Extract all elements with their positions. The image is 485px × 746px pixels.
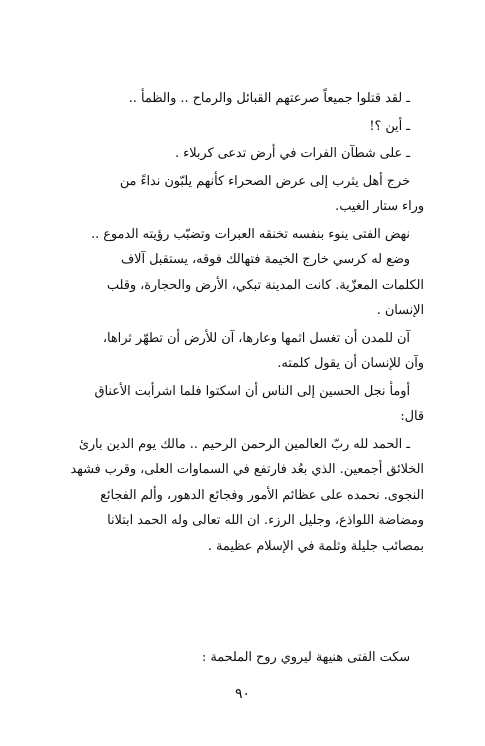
closing-line: سكت الفتى هنيهة ليروي روح الملحمة :	[201, 650, 410, 665]
text-line: وراء ستار الغيب.	[335, 199, 424, 214]
text-line: قال:	[400, 409, 424, 424]
paragraph-8	[62, 432, 424, 560]
text-line: آن للمدن أن تغسل اثمها وعارها، آن للأرض أن تطهّر ثراها،	[102, 330, 410, 346]
paragraph-1	[62, 86, 424, 112]
text-line: ـ أين ؟!	[369, 118, 410, 134]
text-line: الكلمات المعزّية. كانت المدينة تبكي، الأرض والحجارة، وقلب	[106, 277, 424, 293]
paragraph-3	[62, 141, 424, 167]
paragraph-6	[62, 326, 424, 377]
text-line: الخلائق أجمعين. الذي بعُد فارتفع في السماوات العلى، وقرب فشهد	[70, 462, 424, 477]
paragraph-7	[62, 379, 424, 430]
text-line: خرج أهل يثرب إلى عرض الصحراء كأنهم يلبّون نداءً من	[119, 173, 410, 189]
text-line: الإنسان .	[376, 303, 424, 318]
text-line: وضع له كرسي خارج الخيمة فتهالك فوقه، يستقبل آلاف	[120, 252, 410, 267]
text-line: ـ على شطآن الفرات في أرض تدعى كربلاء .	[175, 146, 410, 161]
text-line: ـ الحمد لله ربّ العالمين الرحمن الرحيم .. مالك يوم الدين بارئ	[78, 436, 410, 452]
body-text	[62, 86, 424, 559]
page-number: ٩٠	[234, 686, 251, 702]
paragraph-4	[62, 169, 424, 220]
text-line: ـ لقد قتلوا جميعاً صرعتهم القبائل والرماح .. والظمأ ..	[128, 91, 410, 106]
text-line: بمصائب جليلة وثلمة في الإسلام عظيمة .	[207, 538, 424, 554]
paragraph-5	[62, 222, 424, 324]
paragraph-2	[62, 114, 424, 140]
text-line: وآن للإنسان أن يقول كلمته.	[277, 356, 424, 371]
text-line: ومضاضة اللواذع، وجليل الرزء. ان الله تعالى وله الحمد ابتلانا	[107, 513, 424, 528]
text-line: نهض الفتى ينوء بنفسه تخنقه العبرات وتضبّب رؤيته الدموع ..	[91, 226, 410, 242]
text-line: النجوى. نحمده على عظائم الأمور وفجائع الدهور، وألم الفجائع	[100, 487, 424, 503]
text-line: أومأ نجل الحسين إلى الناس أن اسكتوا فلما اشرأبت الأعناق	[94, 383, 410, 399]
